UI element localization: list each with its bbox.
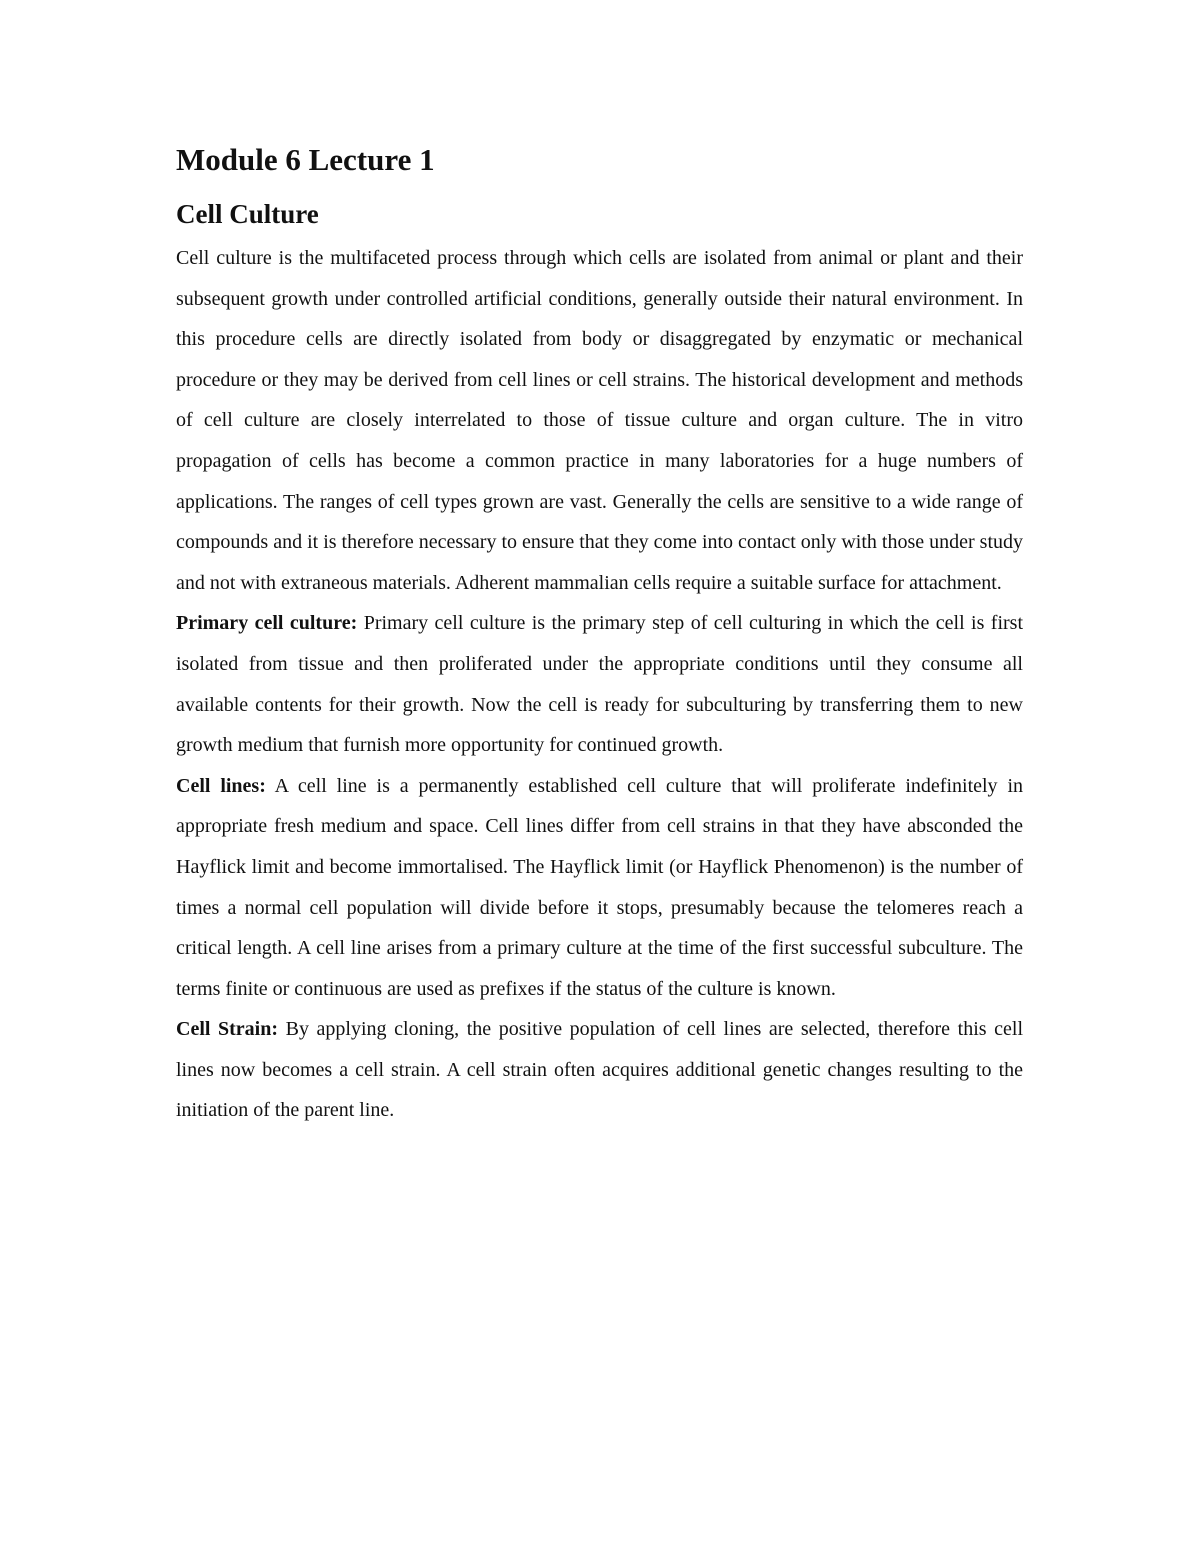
definition-text: Primary cell culture is the primary step of cell culturing in which the cell is first isolated from tissue and then proliferated under the appropriate conditions until they consume all available contents for their growth. Now the cell is ready for subculturing by transferring them to new growth medium that furnish more opportunity for continued growth. bbox=[176, 612, 1024, 757]
definition-cell-lines bbox=[176, 766, 1023, 1010]
definition-term: Cell Strain: bbox=[176, 1018, 279, 1041]
definition-term: Cell lines: bbox=[176, 774, 266, 797]
intro-paragraph: Cell culture is the multifaceted process through which cells are isolated from animal or plant and their subsequent growth under controlled artificial conditions, generally outside their natural environment. In this procedure cells are directly isolated from body or disaggregated by enzymatic or mechanical procedure or they may be derived from cell lines or cell strains. The historical development and methods of cell culture are closely interrelated to those of tissue culture and organ culture. The in vitro propagation of cells has become a common practice in many laboratories for a huge numbers of applications. The ranges of cell types grown are vast. Generally the cells are sensitive to a wide range of compounds and it is therefore necessary to ensure that they come into contact only with those under study and not with extraneous materials. Adherent mammalian cells require a suitable surface for attachment. bbox=[176, 247, 1024, 594]
definition-text: By applying cloning, the positive population of cell lines are selected, therefore this cell lines now becomes a cell strain. A cell strain often acquires additional genetic changes resulting to the initiation of the parent line. bbox=[176, 1018, 1023, 1122]
document-page bbox=[176, 138, 1023, 1131]
definition-text: A cell line is a permanently established cell culture that will proliferate indefinitely in appropriate fresh medium and space. Cell lines differ from cell strains in that they have absconded the Hayflick limit and become immortalised. The Hayflick limit (or Hayflick Phenomenon) is the number of times a normal cell population will divide before it stops, presumably because the telomeres reach a critical length. A cell line arises from a primary culture at the time of the first successful subculture. The terms finite or continuous are used as prefixes if the status of the culture is known. bbox=[176, 774, 1024, 1000]
definition-cell-strain bbox=[176, 1009, 1023, 1131]
module-title: Module 6 Lecture 1 bbox=[176, 142, 435, 177]
section-title: Cell Culture bbox=[176, 199, 319, 229]
definition-primary-cell-culture bbox=[176, 603, 1023, 765]
definition-term: Primary cell culture: bbox=[176, 612, 358, 635]
